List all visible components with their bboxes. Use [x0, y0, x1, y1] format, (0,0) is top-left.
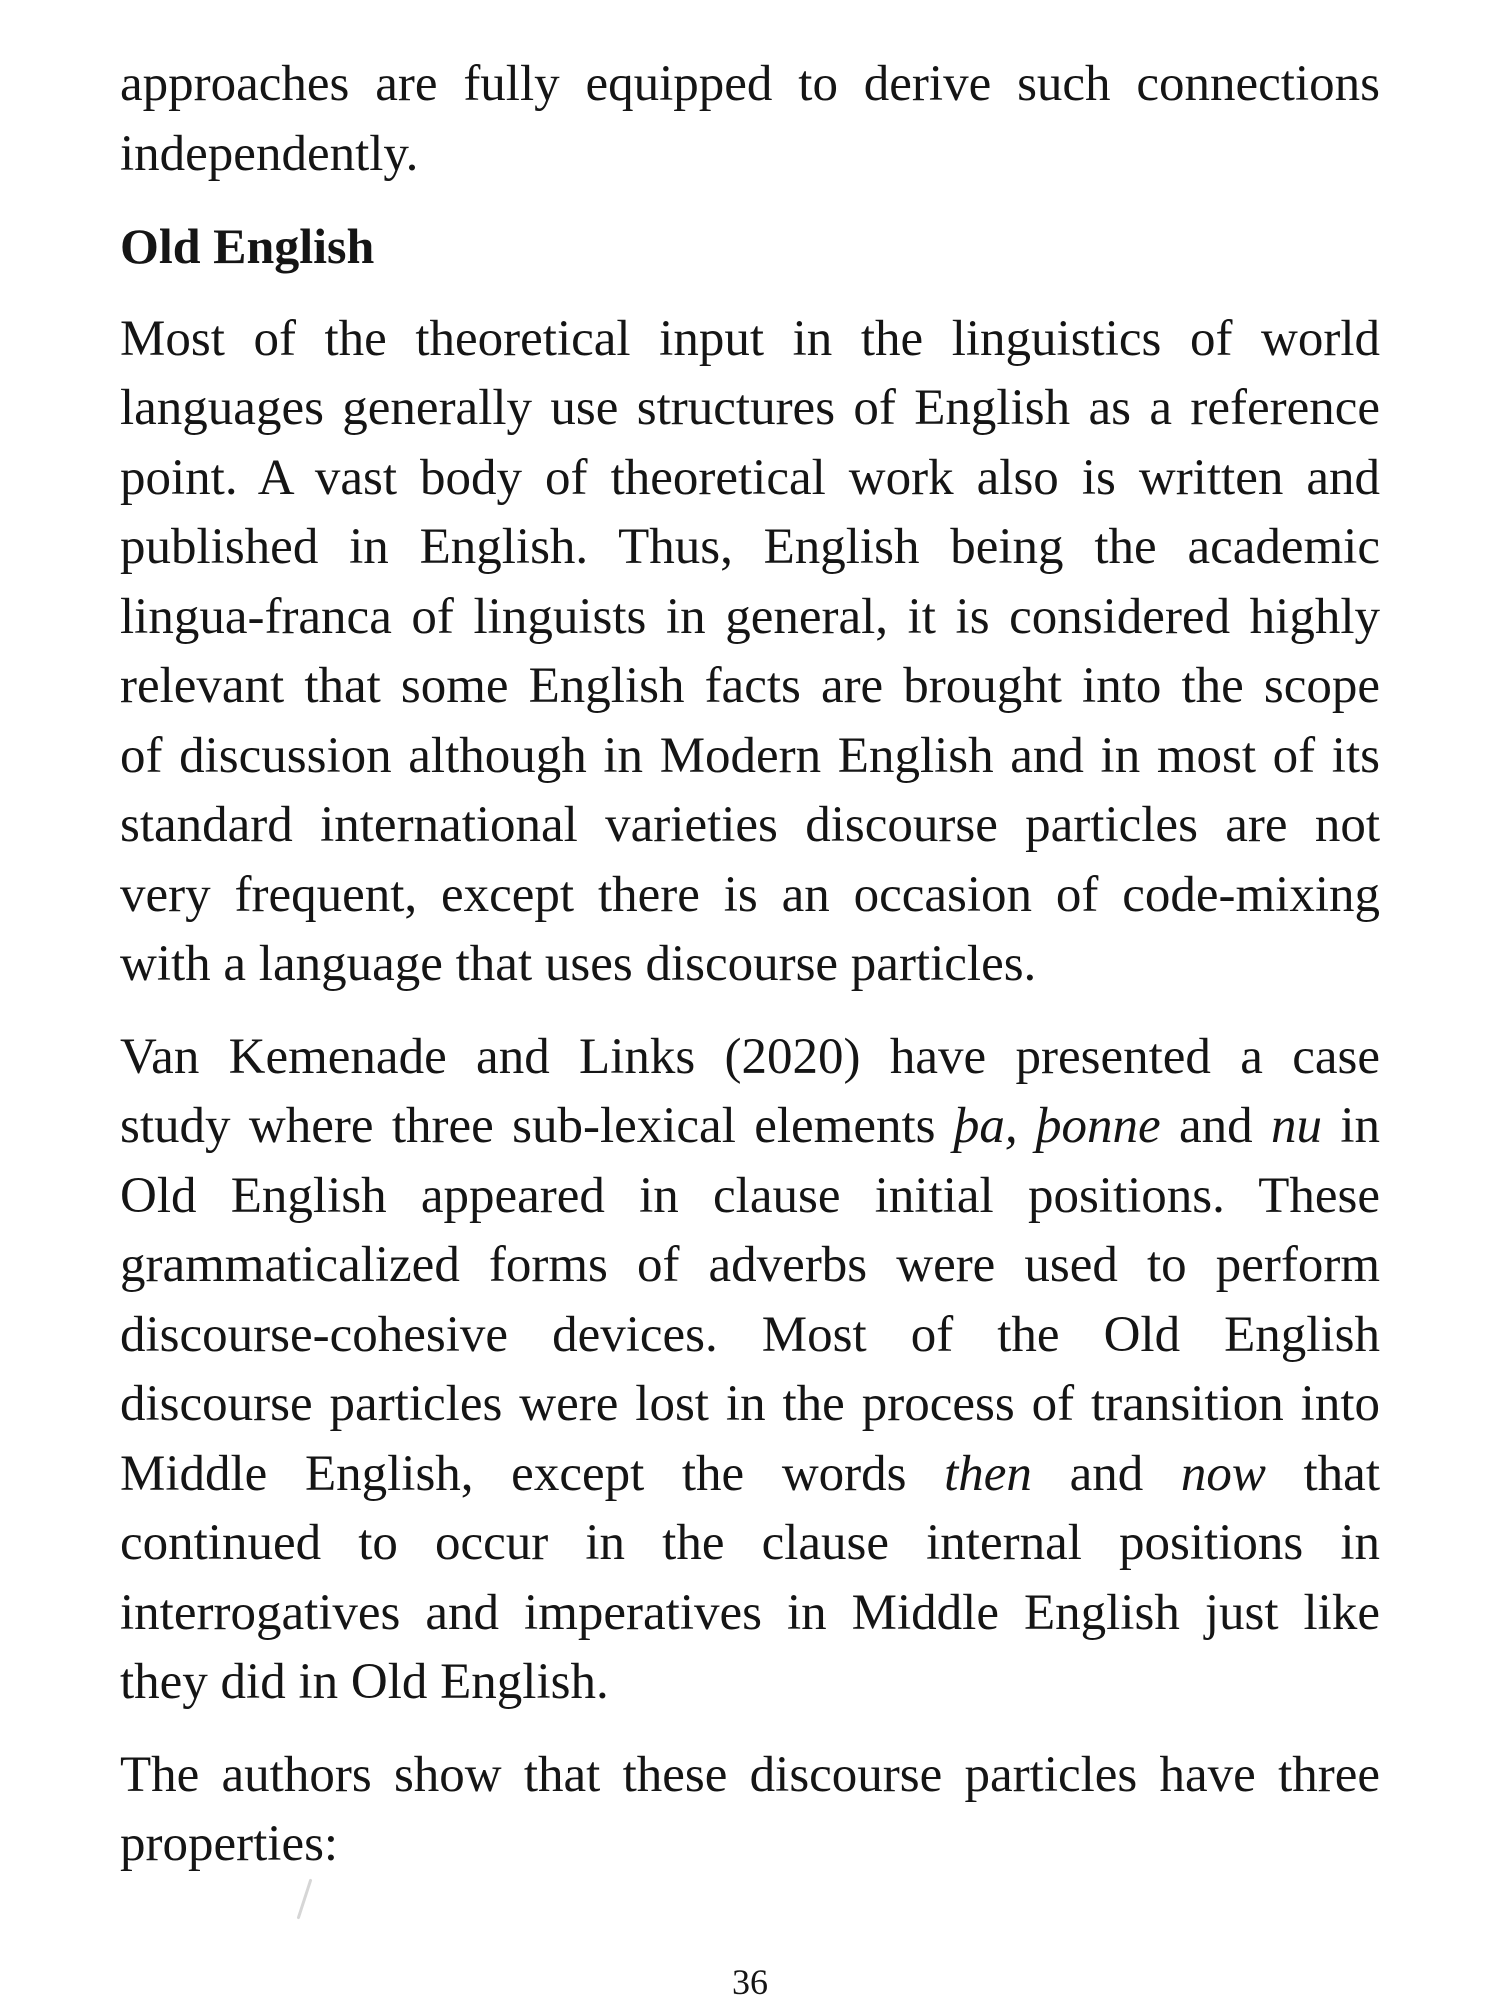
page-number: [0, 1962, 1500, 2002]
text-run: and: [1031, 1445, 1181, 1502]
text-line: approaches are fully equipped to derive such connections: [120, 56, 1380, 112]
text-line: independently.: [120, 125, 419, 182]
text-run: that: [1265, 1445, 1380, 1502]
paragraph-1: [120, 305, 1380, 1000]
text-line: very frequent, except there is an occasion of code-mixing: [120, 866, 1380, 923]
pencil-stroke-mark: [297, 1879, 313, 1920]
italic-term: þa, þonne: [953, 1098, 1161, 1154]
text-line: lingua-franca of linguists in general, it is considered highly: [120, 588, 1380, 645]
text-line: grammaticalized forms of adverbs were used to perform: [120, 1237, 1380, 1293]
text-run: and: [1160, 1098, 1271, 1154]
text-line: discourse-cohesive devices. Most of the Old English: [120, 1306, 1380, 1363]
section-heading: Old English: [120, 218, 375, 274]
text-line: relevant that some English facts are brought into the scope: [120, 658, 1380, 714]
text-line: Most of the theoretical input in the linguistics of world: [120, 310, 1380, 367]
text-line: discourse particles were lost in the process of transition into: [120, 1376, 1380, 1432]
text-line: [120, 1440, 1380, 1510]
text-line: with a language that uses discourse particles.: [120, 936, 1037, 992]
page-body: [120, 50, 1380, 1880]
text-line: continued to occur in the clause internal positions in: [120, 1515, 1380, 1571]
paragraph-2: [120, 1023, 1380, 1718]
paragraph-3: [120, 1741, 1380, 1880]
italic-term: now: [1180, 1445, 1266, 1502]
text-run: Middle English, except the words: [120, 1445, 945, 1502]
text-line: properties:: [120, 1816, 339, 1872]
italic-term: then: [944, 1445, 1032, 1502]
text-line: The authors show that these discourse particles have three: [120, 1746, 1380, 1803]
text-line: Old English appeared in clause initial positions. These: [120, 1167, 1380, 1224]
text-line: languages generally use structures of English as a reference: [120, 380, 1380, 436]
text-line: Van Kemenade and Links (2020) have presented a case: [120, 1028, 1380, 1085]
text-line: standard international varieties discourse particles are not: [120, 797, 1380, 853]
text-run: study where three sub-lexical elements: [120, 1098, 954, 1154]
text-line: they did in Old English.: [120, 1654, 609, 1710]
text-line: point. A vast body of theoretical work also is written and: [120, 449, 1380, 506]
text-line: [120, 1092, 1380, 1162]
text-line: published in English. Thus, English being the academic: [120, 519, 1380, 575]
page-number-text: 36: [732, 1962, 768, 2002]
text-run: in: [1321, 1098, 1380, 1154]
text-line: of discussion although in Modern English and in most of its: [120, 727, 1380, 784]
italic-term: nu: [1270, 1098, 1322, 1154]
paragraph-intro: [120, 50, 1380, 189]
text-line: interrogatives and imperatives in Middle English just like: [120, 1584, 1380, 1641]
